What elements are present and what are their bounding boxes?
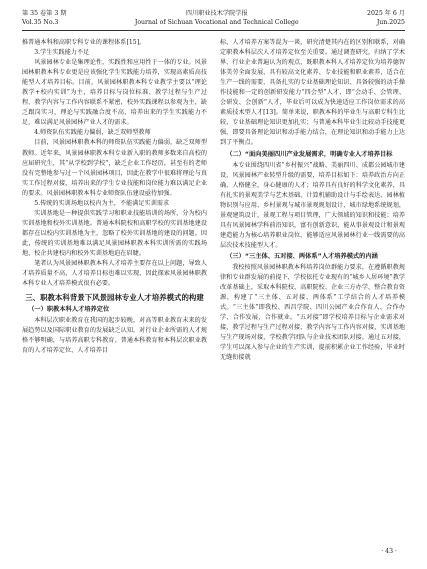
paragraph: 推普通本科和高职专科专业的课程体系[15]。 (22, 39, 146, 46)
paragraph: 我校按照风景园林职教本科培养岗位群能力要求，在遵循职教规律和专业群发展的前提下，学校依托专业现有的“城乡人居环境”教学改革基础上，采取本科院校、高职院校、企业三方办学，整合教育资源，构建了“三主体、五对接、两体系”工学结合的人才培养模式。“三主体”即我校、西昌学院、四川公园产业合作育人、合作办学、合作发展，合作就业。“五对接”即学校培养目标与企业需求对接，教学过程与生产过程对接、教学内容与工作内容对接，实训基地与生产现场对接，学校教学团队与企业技术团队对接。通过五对接，学生可以深入参与企业的生产实训，提前积累企业工作经验，毕业时无缝衔接就 (220, 263, 405, 362)
issue-date (367, 10, 405, 36)
numbered-heading: 3.学生实践能力不足 (34, 49, 90, 57)
running-header (22, 10, 405, 36)
subsection-title: （二）“面向美丽四川产业发展需求，明确专业人才培养目标 (226, 150, 393, 158)
numbered-heading: 5.传统的实训场地以校内为主，不能满足实训需求 (34, 199, 170, 207)
paragraph: 笔者认为风景园林职教本科人才培养主要存在以上问题，导致人才培养质量不高，人才培养目标也难以实现，因此探索风景园林职教本科专业人才培养模式很有必要。 (22, 260, 207, 288)
section-title: 三、职教本科背景下风景园林专业人才培养模式的构建 (25, 293, 204, 303)
paragraph: 目前，风景园林职教本科的师资队伍实践能力偏弱，缺乏双师型教师。近年来，风景园林职教本科专业新入职的教师多数来自高校的应届研究生，其“从学校到学校”，缺乏企业工作经历，甚至有的老师没有完整地参与过一个风景园林项目，因此在教学中很难将理论与真实工作过程对接，培养出来的学生专业技能和岗位能力难以满足企业的要求。风景园林职教本科专业师资队伍建设亟待加强。 (22, 139, 207, 197)
paragraph: 实训基地是一种提供实践学习和职业技能培训的场所，分为校内实训基地和校外实训基地。普通本科院校和高职学校的实训基地建设都存在以校内实训基地为主，忽略了校外实训基地的建设的问题。因此，传统的实训基地难以满足风景园林职教本科实训所需的实践场地，校企共建校内和校外实训基地迫在眉睫。 (22, 209, 207, 257)
paragraph: 本专业围绕四川省“乡村振兴”战略、美丽四川、成都公园城市建设，风景园林产业转型升级的需要，培养目标如下：培养政治方向正确，人格健全，身心健康的人才；培养具有良好的科学文化素养，具有扎实的景观美学与艺术基础、计算机辅助设计与手绘表达、园林植物识别与应用、乡村景观与城市景观规划设计、城市绿地系统规划，景观建筑设计，景观工程与项目管理，广大领域的知识和技能；培养具有风景园林学科前沿知识，富有创新意识，能从事景观设计和景观建造能力为核心培养职业岗位，能够适应风景园林行业一线需要的高层次技术技能型人才。 (220, 161, 405, 249)
paragraph: 本科层次职业教育在我国的起步较晚，对高等职业教育未来的发展趋势以及国际职业教育的发展缺乏认知，对行业企业所需的人才规格不够明确，与培养高职专科教育、普通本科教育和本科层次职业教育的人才培养定位、人才培养目 (22, 317, 207, 355)
right-column (220, 38, 405, 363)
volume-cn: 第 35 卷第 3 期 (22, 10, 67, 17)
date-cn: 2025 年 6 月 (367, 10, 405, 17)
volume-en: Vol.35 No.3 (22, 18, 59, 26)
journal-title (135, 10, 299, 36)
paragraph: 标、人才培养方案等混为一谈，研究清楚其内在的区别和联系，对确定职教本科层次人才培养定位至关重要。通过调查研究，归纳了学术界、行业企业普遍认为的观点，既职教本科人才培养定位为培养德智体美劳全面发展，具有较高文化素养、专业技能和职业素养，适合在生产一线的需要，具备扎实的专业基础理论知识、具备较强的动手操作技能和一定的创新研发能力“四会型”人才，即“会动手、会管理、会研发、会创新”人才，毕业后可以成为快速适应工作岗位需求的高素质技术型人才[13]。简单来说，职教本科的毕业生与高职专科生比较，专业基础理论知识更加扎实；与普通本科毕业生比较动手技能更强，即要具备理论知识和动手能力结合，在理论知识和动手能力上达到了平衡点。 (220, 39, 405, 147)
subsection-title: （一）职教本科人才培养定位 (28, 306, 110, 314)
numbered-heading: 4.师资队伍实践能力偏弱，缺乏双师型教师 (34, 129, 151, 137)
subsection-title: （三）“三主体、五对接、两体系”人才培养模式的内涵 (226, 252, 378, 260)
journal-title-cn: 四川职业技术学院学报 (185, 10, 248, 17)
date-en: Jun.2025 (376, 18, 405, 26)
paragraph: 风景园林专业是集理论性、实践性和应用性于一体的专业。风景园林职教本科专业更是应该强化学生实践能力培养，实现高素质高技能型人才培养目标。目前，风景园林职教本科专业教学主要以“理论教学+校内实训”为主，培养目标与岗位标准、教学过程与生产过程、教学内容与工作内容联系不紧密，校外实践课程以参观为主，缺乏跟岗实习，理论与实践融合度不高，培养出来的学生实践能力不足，难以满足风景园林产业人才的需求。 (22, 59, 207, 127)
page-number: · 43 · (381, 548, 397, 555)
left-column (22, 38, 207, 356)
header-divider (22, 30, 405, 31)
journal-title-en: Journal of Sichuan Vocational and Technical College (134, 18, 299, 26)
volume-info (22, 10, 66, 36)
